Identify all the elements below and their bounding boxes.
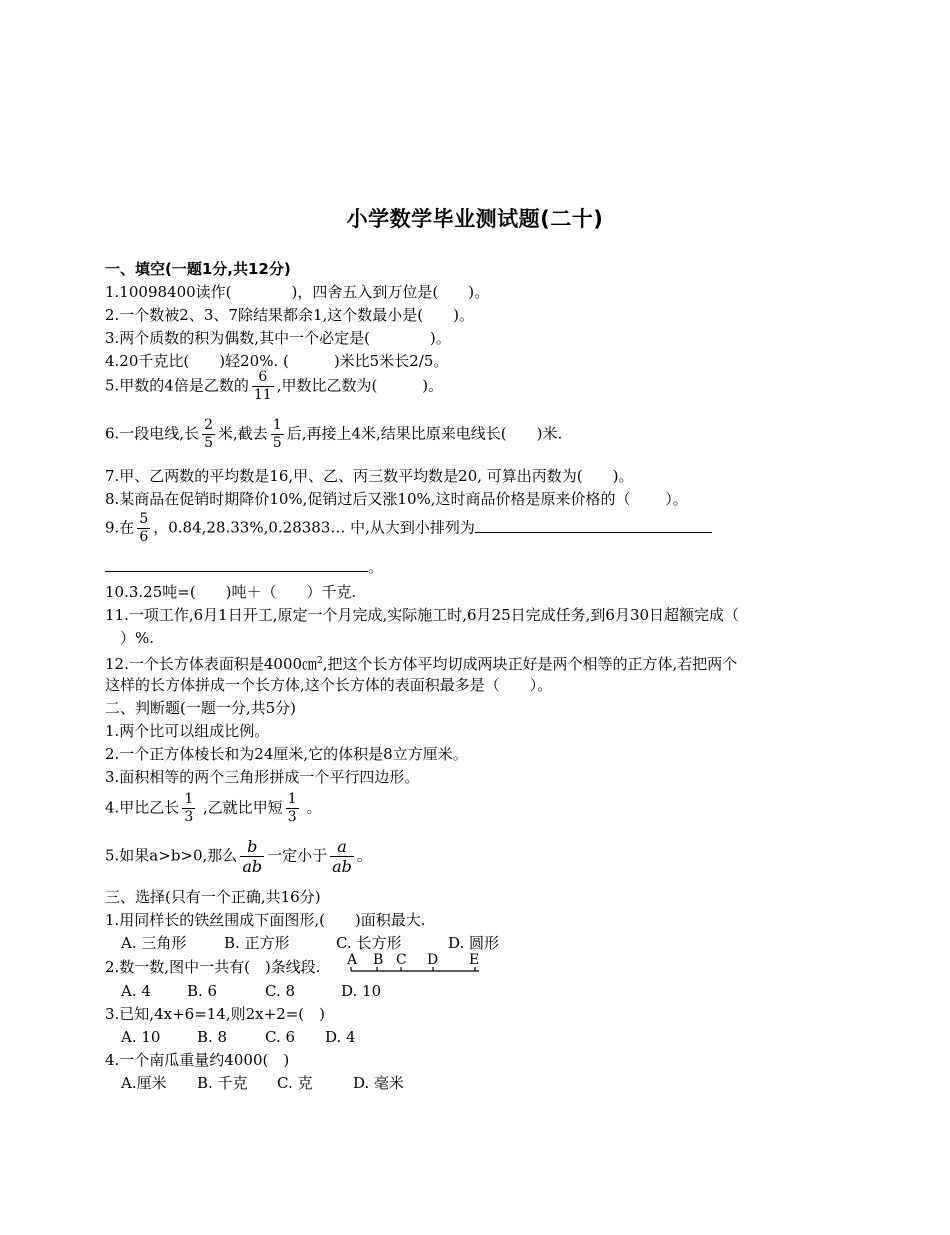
q5-fraction xyxy=(252,370,274,403)
s2q4-post: 。 xyxy=(301,798,322,817)
s2-question-4 xyxy=(105,792,321,825)
s3-question-2 xyxy=(105,952,487,980)
q6-fraction-1 xyxy=(202,418,215,451)
s2q5-fraction-1 xyxy=(240,838,264,875)
q6-fraction-2 xyxy=(271,418,284,451)
s2-question-2: 2.一个正方体棱长和为24厘米,它的体积是8立方厘米。 xyxy=(105,745,468,763)
s2-question-3: 3.面积相等的两个三角形拼成一个平行四边形。 xyxy=(105,768,420,786)
point-label-b: B xyxy=(372,952,383,968)
q6-pre: 6.一段电线,长 xyxy=(105,424,200,443)
s2q4-pre: 4.甲比乙长 xyxy=(105,798,180,817)
section3-header: 三、选择(只有一个正确,共16分) xyxy=(105,888,321,906)
s2q4-f2-denominator: 3 xyxy=(287,809,297,825)
s2q5-f1-denominator: ab xyxy=(242,857,263,876)
s1-question-9-cont xyxy=(105,557,383,577)
s3q4-option-d: D. 毫米 xyxy=(353,1074,405,1092)
s2q4-f1-denominator: 3 xyxy=(184,809,194,825)
q5-pre: 5.甲数的4倍是乙数的 xyxy=(105,376,249,395)
q9-denominator: 6 xyxy=(139,529,149,545)
s3q2-option-b: B. 6 xyxy=(187,982,218,1000)
s3q4-option-a: A.厘米 xyxy=(121,1074,167,1092)
s1-question-3: 3.两个质数的积为偶数,其中一个必定是( )。 xyxy=(105,329,451,347)
s3-question-1: 1.用同样长的铁丝围成下面图形,( )面积最大. xyxy=(105,911,426,929)
s2q4-fraction-1 xyxy=(182,792,195,825)
section2-header: 二、判断题(一题一分,共5分) xyxy=(105,699,297,717)
q5-numerator: 6 xyxy=(252,370,274,387)
s3q1-option-c: C. 长方形 xyxy=(336,934,402,952)
section1-header: 一、填空(一题1分,共12分) xyxy=(105,260,291,278)
s2q5-f1-numerator: b xyxy=(240,838,264,857)
q6-f1-denominator: 5 xyxy=(204,435,214,451)
point-label-d: D xyxy=(426,952,438,968)
s2q5-pre: 5.如果a>b>0,那么 xyxy=(105,846,238,865)
point-label-a: A xyxy=(346,952,357,968)
page-title: 小学数学毕业测试题(二十) xyxy=(346,207,604,231)
s3-question-3: 3.已知,4x+6=14,则2x+2=( ) xyxy=(105,1005,326,1023)
s2-question-1: 1.两个比可以组成比例。 xyxy=(105,722,270,740)
s2-question-5 xyxy=(105,838,372,875)
s3-question-2-options xyxy=(121,981,381,1001)
s3q1-option-d: D. 圆形 xyxy=(448,934,500,952)
q12-part-b: ,把这个长方体平均切成两块正好是两个相等的正方体,若把两个 xyxy=(322,655,738,673)
q6-mid: 米,截去 xyxy=(218,424,268,443)
s1-question-11-line1: 11.一项工作,6月1日开工,原定一个月完成,实际施工时,6月25日完成任务,到6月30日超额完成（ xyxy=(105,606,740,624)
s2q4-f2-numerator: 1 xyxy=(287,791,297,807)
s3q3-option-c: C. 6 xyxy=(265,1028,296,1046)
s1-question-4: 4.20千克比( )轻20%. ( )米比5米长2/5。 xyxy=(105,352,449,370)
s2q4-f1-numerator: 1 xyxy=(184,791,194,807)
point-label-e: E xyxy=(468,952,479,968)
s2q5-mid: 一定小于 xyxy=(267,846,328,865)
q5-denominator: 11 xyxy=(253,387,272,403)
s1-question-9 xyxy=(105,512,712,545)
s3-question-4-options xyxy=(121,1073,404,1093)
s1-question-10: 10.3.25吨=( )吨＋（ ）千克. xyxy=(105,583,357,601)
q9-numerator: 5 xyxy=(139,511,149,527)
s3q4-option-b: B. 千克 xyxy=(197,1074,248,1092)
s2q5-fraction-2 xyxy=(330,838,354,875)
q5-post: ,甲数比乙数为( )。 xyxy=(276,376,444,395)
q6-f1-numerator: 2 xyxy=(204,417,214,433)
s2q4-fraction-2 xyxy=(286,792,299,825)
s3q3-option-d: D. 4 xyxy=(325,1028,356,1046)
q6-f2-denominator: 5 xyxy=(272,435,282,451)
s1-question-12-line2: 这样的长方体拼成一个长方体,这个长方体的表面积最多是（ ）。 xyxy=(105,676,553,694)
q9-answer-line-2 xyxy=(105,557,368,572)
s1-question-12-line1 xyxy=(105,651,737,674)
s3q2-option-c: C. 8 xyxy=(265,982,296,1000)
s2q4-mid: ,乙就比甲短 xyxy=(198,798,283,817)
s2q5-post: 。 xyxy=(356,846,372,865)
s1-question-2: 2.一个数被2、3、7除结果都余1,这个数最小是( )。 xyxy=(105,306,474,324)
s1-question-8: 8.某商品在促销时期降价10%,促销过后又涨10%,这时商品价格是原来价格的（ ）。 xyxy=(105,490,688,508)
s2q5-f2-denominator: ab xyxy=(332,857,352,876)
s3q3-option-a: A. 10 xyxy=(121,1028,161,1046)
line-segment-figure xyxy=(347,952,487,976)
q12-superscript: 2 xyxy=(317,656,323,666)
s3-question-1-options xyxy=(121,933,499,953)
q9-fraction xyxy=(137,512,150,545)
s3-question-4: 4.一个南瓜重量约4000( ) xyxy=(105,1051,290,1069)
q9-end: 。 xyxy=(368,558,384,576)
s3q1-option-b: B. 正方形 xyxy=(224,934,290,952)
q6-f2-numerator: 1 xyxy=(272,417,282,433)
s3q2-option-d: D. 10 xyxy=(341,982,382,1000)
q9-pre: 9.在 xyxy=(105,518,135,537)
s1-question-6 xyxy=(105,418,562,451)
s1-question-1: 1.10098400读作( )，四舍五入到万位是( )。 xyxy=(105,283,490,301)
point-label-c: C xyxy=(395,952,407,968)
q9-post: ，0.84,28.33%,0.28383… 中,从大到小排列为 xyxy=(153,518,475,537)
s1-question-11-line2: ）%. xyxy=(105,629,155,647)
q6-post: 后,再接上4米,结果比原来电线长( )米. xyxy=(286,424,563,443)
s3q2-option-a: A. 4 xyxy=(121,982,151,1000)
q9-answer-line-1 xyxy=(475,518,712,533)
s3q1-option-a: A. 三角形 xyxy=(121,934,187,952)
s1-question-5 xyxy=(105,370,443,403)
q12-part-a: 12.一个长方体表面积是4000㎝ xyxy=(105,655,318,673)
s3q2-text: 2.数一数,图中一共有( )条线段. xyxy=(105,958,321,976)
s2q5-f2-numerator: a xyxy=(330,838,354,857)
s3-question-3-options xyxy=(121,1027,356,1047)
s3q3-option-b: B. 8 xyxy=(197,1028,228,1046)
s1-question-7: 7.甲、乙两数的平均数是16,甲、乙、丙三数平均数是20, 可算出丙数为( )。 xyxy=(105,467,634,485)
s3q4-option-c: C. 克 xyxy=(277,1074,313,1092)
